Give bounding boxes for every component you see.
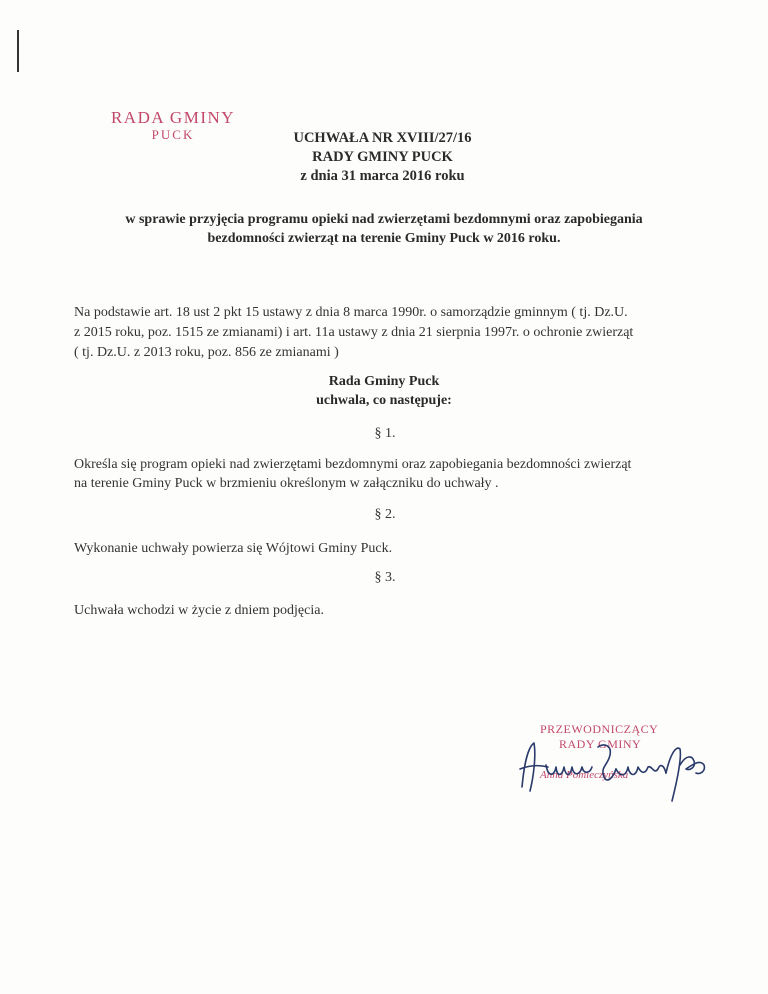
resolution-date: z dnia 31 marca 2016 roku [300,168,465,184]
section-3-text: Uchwała wchodzi w życie z dniem podjęcia. [74,603,324,618]
resolution-body: RADY GMINY PUCK [312,149,453,165]
legal-basis-line-1: Na podstawie art. 18 ust 2 pkt 15 ustawy z dnia 8 marca 1990r. o samorządzie gminnym ( tj. Dz.U. [74,305,628,320]
resolution-title: UCHWAŁA NR XVIII/27/16 [293,130,472,146]
section-2-sign: § 2. [374,507,396,522]
section-1-sign: § 1. [374,426,396,441]
council-stamp [98,108,248,142]
margin-mark [17,30,19,72]
section-1-line-1: Określa się program opieki nad zwierzętami bezdomnymi oraz zapobiegania bezdomności zwierząt [74,457,632,472]
legal-basis-line-3: ( tj. Dz.U. z 2013 roku, poz. 856 ze zmianami ) [74,345,339,360]
resolution-subject [70,210,698,248]
handwritten-signature [500,725,720,805]
section-3-sign: § 3. [374,570,396,585]
stamp-line-2: PUCK [151,127,195,142]
stamp-line-1: RADA GMINY [110,108,236,127]
subject-line-1: w sprawie przyjęcia programu opieki nad zwierzętami bezdomnymi oraz zapobiegania [125,212,643,227]
section-2-text: Wykonanie uchwały powierza się Wójtowi Gminy Puck. [74,541,393,556]
chairman-name: Anna Pomieczyńska [540,769,629,781]
section-1-line-2: na terenie Gminy Puck w brzmieniu określonym w załączniku do uchwały . [74,476,499,491]
legal-basis-line-2: z 2015 roku, poz. 1515 ze zmianami) i art. 11a ustawy z dnia 21 sierpnia 1997r. o ochronie zwierząt [74,325,634,340]
resolution-header [240,129,525,186]
chairman-stamp-line-1: PRZEWODNICZĄCY [540,722,659,736]
council-name: Rada Gminy Puck [328,374,440,389]
section-1-text [74,455,704,493]
subject-line-2: bezdomności zwierząt na terenie Gminy Puck w 2016 roku. [207,231,561,246]
council-resolves [260,372,508,410]
council-resolves-text: uchwala, co następuje: [316,393,452,408]
chairman-stamp-line-2: RADY GMINY [559,737,642,751]
legal-basis [74,303,704,363]
